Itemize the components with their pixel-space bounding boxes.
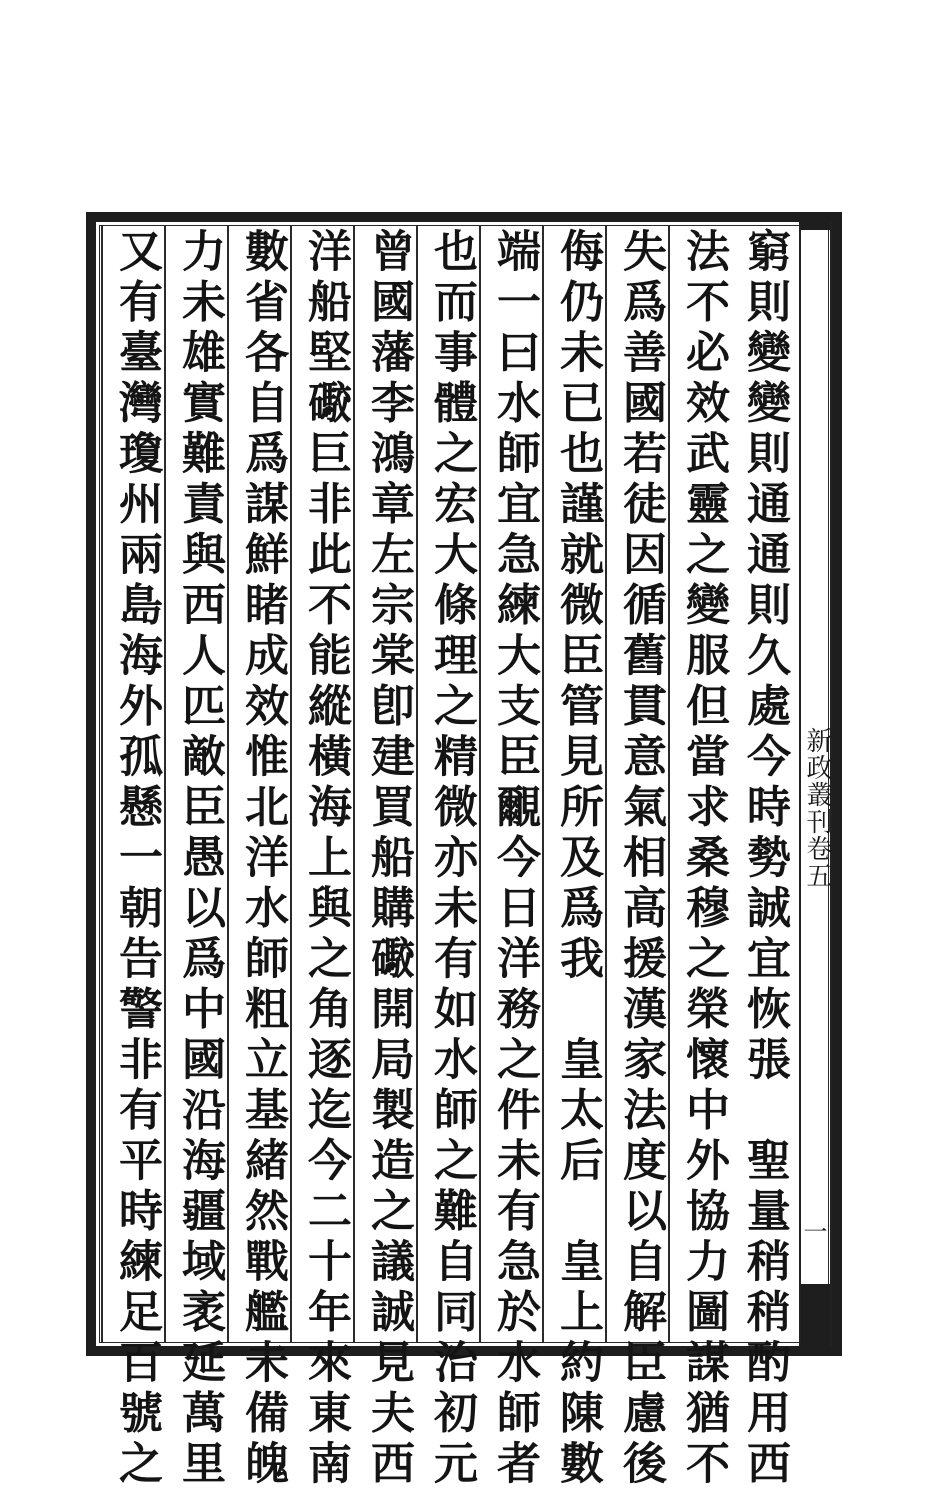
text-column-1: 窮則變變則通通則久處今時勢誠宜恢張 聖量稍稍酌用西 [739, 228, 790, 1491]
text-column-6: 也而事體之宏大條理之精微亦未有如水師之難自同治初元 [416, 226, 482, 1342]
fishtail-mark-top [801, 222, 830, 230]
text-column-7: 曾國藩李鴻章左宗棠卽建買船購礮開局製造之議誠見夫西 [353, 226, 419, 1342]
running-title: 新政叢刊卷五 [802, 727, 832, 889]
text-column-8: 洋船堅礮巨非此不能縱橫海上與之角逐迄今二十年來東南 [290, 226, 356, 1342]
text-column-4: 侮仍未已也謹就微臣管見所及爲我 皇太后 皇上約陳數 [542, 226, 608, 1342]
text-column-10: 力未雄實難責與西人匹敵臣愚以爲中國沿海疆域袤延萬里 [164, 226, 230, 1342]
center-fold-strip [799, 222, 832, 1346]
text-column-3: 失爲善國若徒因循舊貫意氣相高援漢家法度以自解臣慮後 [605, 226, 671, 1342]
text-body [100, 226, 797, 1491]
text-column-2: 法不必效武靈之變服但當求桑穆之榮懷中外協力圖謀猶不 [668, 226, 734, 1342]
page-number: 一 [803, 1218, 828, 1246]
text-column-11: 又有臺灣瓊州兩島海外孤懸一朝告警非有平時練足百號之 [101, 226, 167, 1342]
text-column-9: 數省各自爲謀鮮睹成效惟北洋水師粗立基緒然戰艦未備魄 [227, 226, 293, 1342]
text-column-5: 端一曰水師宜急練大支臣覼今日洋務之件未有急於水師者 [479, 226, 545, 1342]
black-mouth-lower [801, 1284, 830, 1346]
